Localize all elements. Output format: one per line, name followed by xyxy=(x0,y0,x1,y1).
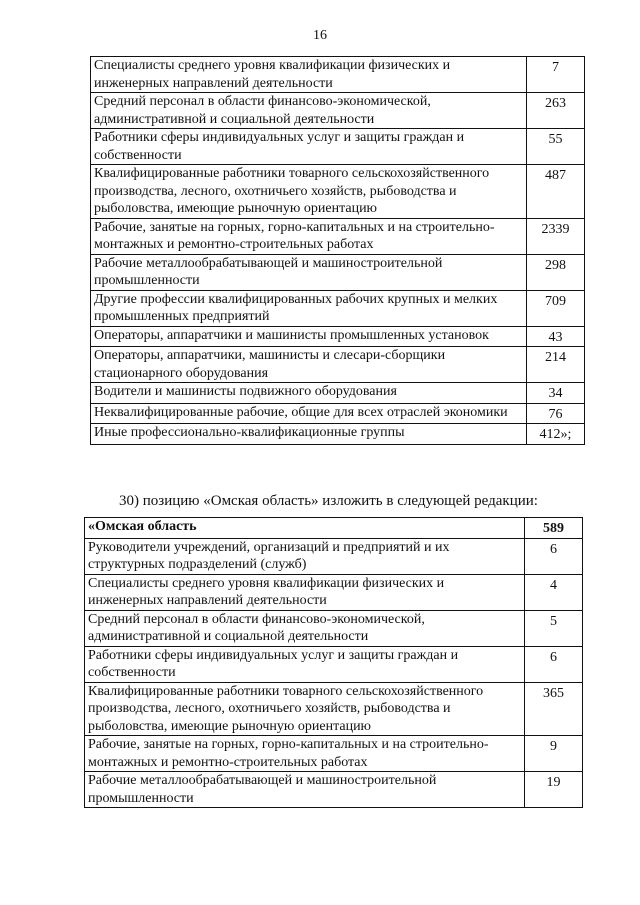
table-row xyxy=(91,383,585,404)
row-value: 263 xyxy=(527,93,585,129)
row-label: Средний персонал в области финансово-экономической, административной и социальной деятельности xyxy=(85,610,525,646)
row-label: Другие профессии квалифицированных рабочих крупных и мелких промышленных предприятий xyxy=(91,290,527,326)
row-label: Руководители учреждений, организаций и предприятий и их структурных подразделений (служб) xyxy=(85,538,525,574)
row-label: Специалисты среднего уровня квалификации физических и инженерных направлений деятельности xyxy=(91,57,527,93)
table-top xyxy=(90,56,585,445)
row-value: 5 xyxy=(525,610,583,646)
row-value: 412»; xyxy=(527,424,585,445)
row-value: 365 xyxy=(525,682,583,736)
row-value: 4 xyxy=(525,574,583,610)
table-row xyxy=(91,129,585,165)
section-heading: 30) позицию «Омская область» изложить в следующей редакции: xyxy=(119,493,538,509)
table-row xyxy=(91,93,585,129)
table-row xyxy=(91,290,585,326)
row-label: Специалисты среднего уровня квалификации физических и инженерных направлений деятельности xyxy=(85,574,525,610)
row-label: Неквалифицированные рабочие, общие для всех отраслей экономики xyxy=(91,403,527,424)
row-label: Квалифицированные работники товарного сельскохозяйственного производства, лесного, охотничьего хозяйств, рыбоводства и рыболовства, имеющие рыночную ориентацию xyxy=(91,165,527,219)
table-row xyxy=(91,424,585,445)
table-row xyxy=(91,403,585,424)
table-row xyxy=(85,538,583,574)
table-omsk xyxy=(84,517,583,808)
row-value: 6 xyxy=(525,646,583,682)
row-value: 55 xyxy=(527,129,585,165)
table-row xyxy=(85,736,583,772)
row-value: 709 xyxy=(527,290,585,326)
table-row xyxy=(91,218,585,254)
table-row xyxy=(91,57,585,93)
row-label: Средний персонал в области финансово-экономической, административной и социальной деятельности xyxy=(91,93,527,129)
row-value: 6 xyxy=(525,538,583,574)
row-label: Квалифицированные работники товарного сельскохозяйственного производства, лесного, охотничьего хозяйств, рыбоводства и рыболовства, имеющие рыночную ориентацию xyxy=(85,682,525,736)
row-value: 2339 xyxy=(527,218,585,254)
table-row xyxy=(91,347,585,383)
table-row xyxy=(85,574,583,610)
row-value: 76 xyxy=(527,403,585,424)
row-label: Водители и машинисты подвижного оборудования xyxy=(91,383,527,404)
row-value: 34 xyxy=(527,383,585,404)
row-label: Иные профессионально-квалификационные группы xyxy=(91,424,527,445)
region-total: 589 xyxy=(525,518,583,539)
row-label: Рабочие металлообрабатывающей и машиностроительной промышленности xyxy=(85,772,525,808)
table-row xyxy=(91,254,585,290)
row-value: 9 xyxy=(525,736,583,772)
row-value: 214 xyxy=(527,347,585,383)
row-label: Работники сферы индивидуальных услуг и защиты граждан и собственности xyxy=(91,129,527,165)
row-value: 7 xyxy=(527,57,585,93)
table-row xyxy=(91,326,585,347)
table-row xyxy=(85,610,583,646)
row-label: Рабочие, занятые на горных, горно-капитальных и на строительно-монтажных и ремонтно-строительных работах xyxy=(91,218,527,254)
table-row xyxy=(91,165,585,219)
row-label: Рабочие, занятые на горных, горно-капитальных и на строительно-монтажных и ремонтно-строительных работах xyxy=(85,736,525,772)
table-row xyxy=(85,772,583,808)
row-value: 298 xyxy=(527,254,585,290)
page-number: 16 xyxy=(313,28,327,43)
row-label: Операторы, аппаратчики, машинисты и слесари-сборщики стационарного оборудования xyxy=(91,347,527,383)
table-row xyxy=(85,682,583,736)
row-label: Рабочие металлообрабатывающей и машиностроительной промышленности xyxy=(91,254,527,290)
row-label: Операторы, аппаратчики и машинисты промышленных установок xyxy=(91,326,527,347)
region-name: «Омская область xyxy=(85,518,525,539)
table-row xyxy=(85,646,583,682)
row-value: 487 xyxy=(527,165,585,219)
row-value: 19 xyxy=(525,772,583,808)
row-value: 43 xyxy=(527,326,585,347)
row-label: Работники сферы индивидуальных услуг и защиты граждан и собственности xyxy=(85,646,525,682)
table-header-row xyxy=(85,518,583,539)
